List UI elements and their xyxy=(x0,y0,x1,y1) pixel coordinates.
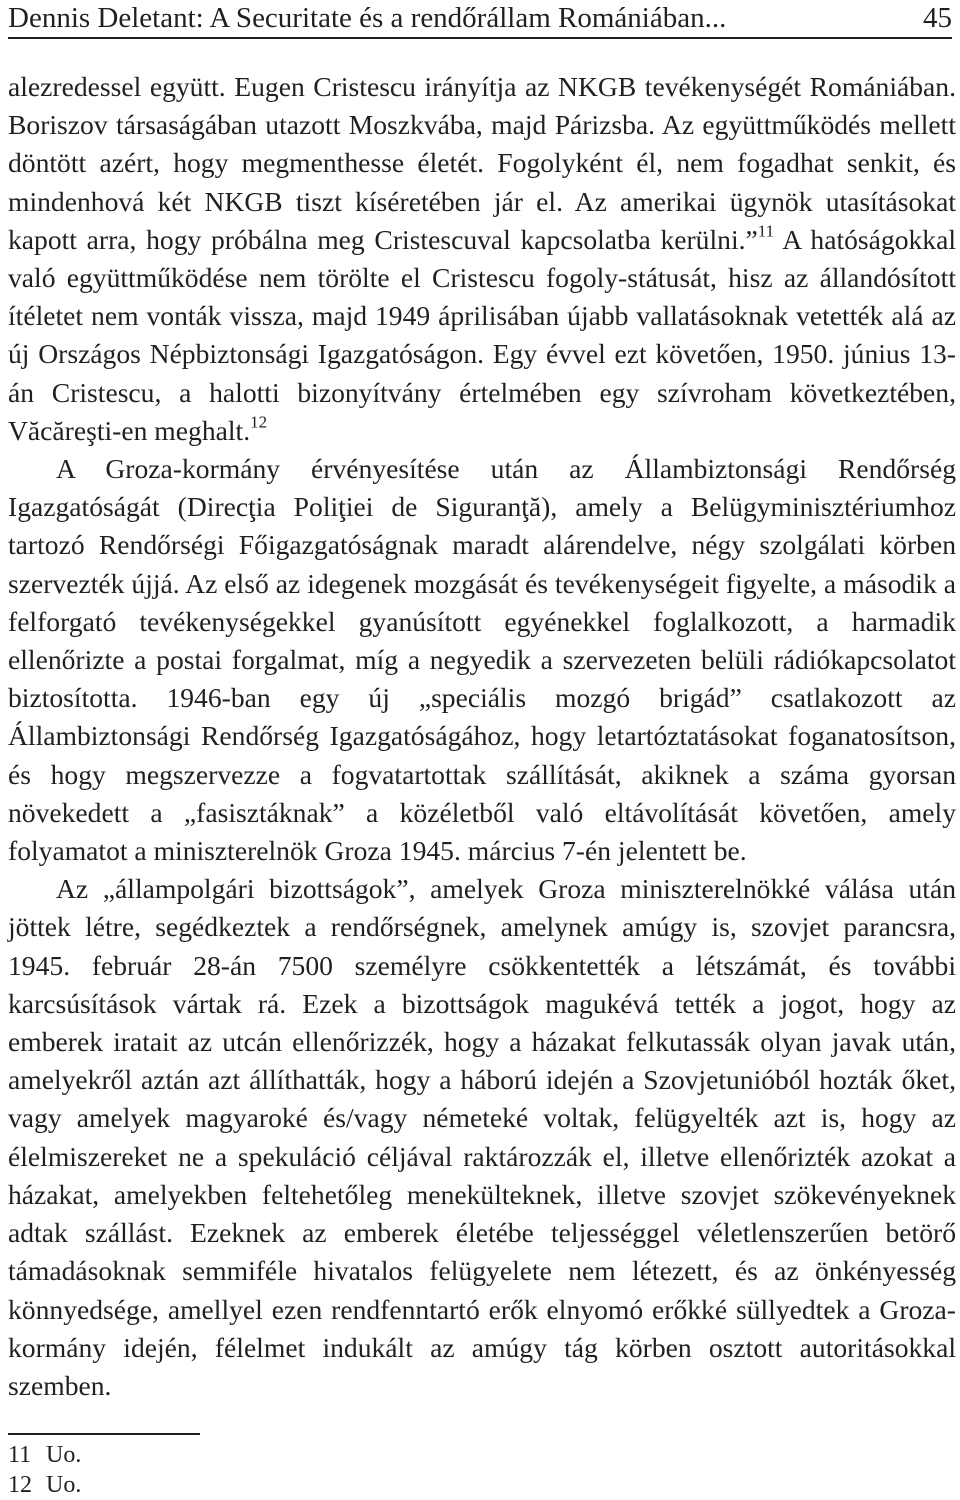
body-text xyxy=(8,68,956,1405)
footnote-reference[interactable]: 11 xyxy=(757,221,775,241)
paragraph-text: A hatóságokkal való együttműködése nem törölte el Cristescu fogoly-státusát, hisz az állandósított ítéletet nem vonták vissza, majd 1949 áprilisában újabb vallatásoknak vetették alá az új Országos Népbiztonsági Igazgatóságon. Egy évvel ezt követően, 1950. június 13-án Cristescu, a halotti bizonyítvány értelmében egy szívroham következtében, Văcăreşti-en meghalt. xyxy=(8,223,956,446)
page-number: 45 xyxy=(923,2,952,34)
footnote xyxy=(8,1440,608,1470)
footnote-number: 11 xyxy=(8,1442,32,1468)
paragraph xyxy=(8,68,956,450)
paragraph: A Groza-kormány érvényesítése után az Állambiztonsági Rendőrség Igazgatóságát (Direcţia Poliţiei de Siguranţă), amely a Belügyminisztériumhoz tartozó Rendőrségi Főigazgatóságnak maradt alárendelve, négy szolgálati körben szervezték újjá. Az első az idegenek mozgását és tevékenységeit figyelte, a második a felforgató tevékenységekkel gyanúsított egyénekkel foglalkozott, a harmadik ellenőrizte a postai forgalmat, míg a negyedik a szervezeten belüli rádiókapcsolatot biztosította. 1946-ban egy új „speciális mozgó brigád” csatlakozott az Állambiztonsági Rendőrség Igazgatóságához, hogy letartóztatásokat foganatosítson, és hogy megszervezze a fogvatartottak szállítását, akiknek a száma gyorsan növekedett a „fasisztáknak” a közéletből való eltávolítását követően, amely folyamatot a miniszterelnök Groza 1945. március 7-én jelentett be. xyxy=(8,453,956,867)
footnote-number: 12 xyxy=(8,1472,32,1498)
footnote-reference[interactable]: 12 xyxy=(250,412,268,432)
footnote-text: Uo. xyxy=(46,1472,82,1498)
footnote-separator xyxy=(8,1433,200,1435)
running-header xyxy=(8,0,952,40)
header-rule xyxy=(8,37,952,39)
paragraph-text: alezredessel együtt. Eugen Cristescu irányítja az NKGB tevékenységét Romániában. Boriszov társaságában utazott Moszkvába, majd Párizsba. Az együttműködés mellett döntött azért, hogy megmenthesse életét. Fogolyként él, nem fogadhat senkit, és mindenhová két NKGB tiszt kíséretében jár el. Az amerikai ügynök utasításokat kapott arra, hogy próbálna meg Cristescuval kapcsolatba kerülni.” xyxy=(8,71,956,255)
running-title: Dennis Deletant: A Securitate és a rendőrállam Romániában... xyxy=(8,2,727,34)
footnotes xyxy=(8,1440,608,1500)
paragraph: Az „állampolgári bizottságok”, amelyek Groza miniszterelnökké válása után jöttek létre, segédkeztek a rendőrségnek, amelynek amúgy is, szovjet parancsra, 1945. február 28-án 7500 személyre csökkentették a létszámát, és további karcsúsítások vártak rá. Ezek a bizottságok magukévá tették a jogot, hogy az emberek iratait az utcán ellenőrizzék, hogy a házakat felkutassák olyan javak után, amelyekről aztán azt állíthatták, hogy a háború idején a Szovjetunióból hozták őket, vagy amelyek magyaroké és/vagy németeké voltak, felügyelték azt is, hogy az élelmiszereket ne a spekuláció céljával raktározzák el, illetve ellenőrizték azokat a házakat, amelyekben feltehetőleg menekülteknek, illetve szovjet szökevényeknek adtak szállást. Ezeknek az emberek életébe teljességgel véletlenszerűen betörő támadásoknak semmiféle hivatalos felügyelete nem létezett, és az önkényesség könnyedsége, amellyel ezen rendfenntartó erők elnyomó erőkké süllyedtek a Groza-kormány idején, félelmet indukált az amúgy tág körben osztott autoritásokkal szemben. xyxy=(8,873,956,1401)
footnote-text: Uo. xyxy=(46,1442,82,1468)
